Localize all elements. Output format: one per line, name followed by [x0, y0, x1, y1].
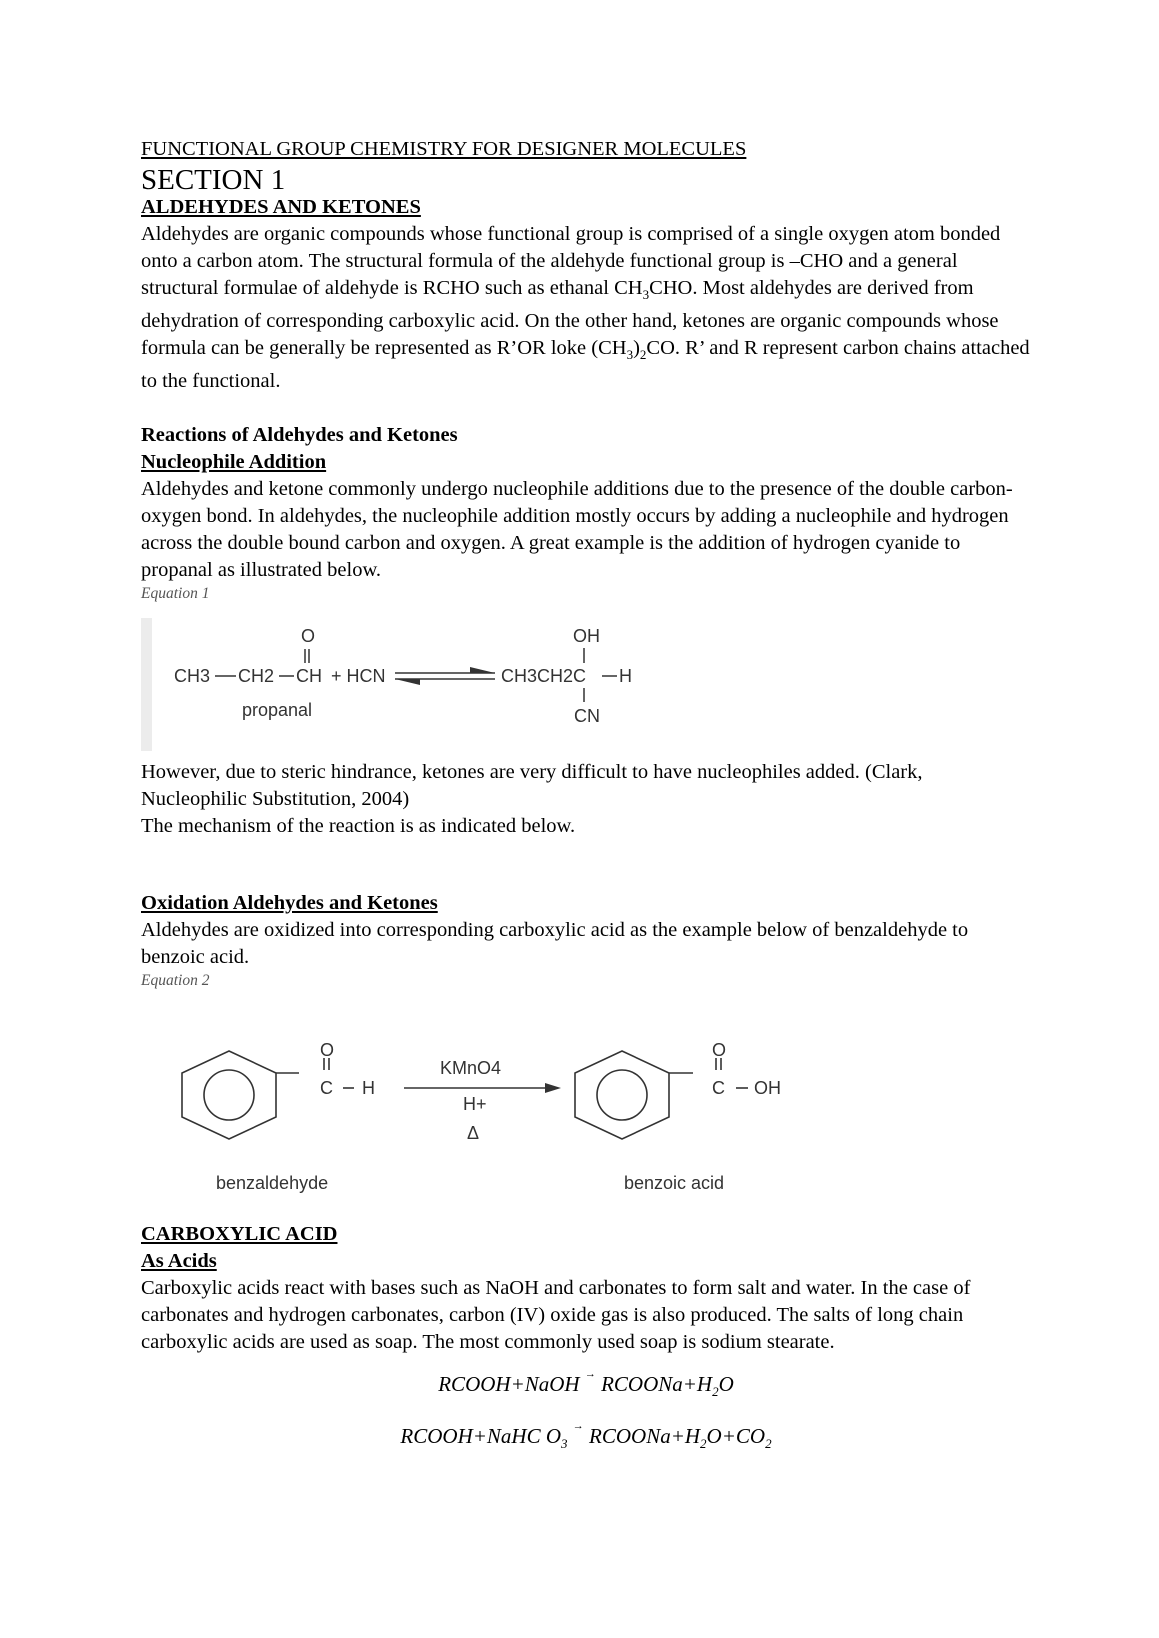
- propanal-label: propanal: [242, 700, 313, 721]
- aldehydes-heading: ALDEHYDES AND KETONES: [141, 196, 421, 218]
- document-title: FUNCTIONAL GROUP CHEMISTRY FOR DESIGNER MOLECULES: [141, 138, 747, 160]
- propanal-hcn-diagram: [152, 618, 672, 751]
- plus-hcn-label: + HCN: [331, 666, 386, 687]
- heat-symbol: Δ: [467, 1123, 480, 1144]
- benzaldehyde-oxygen-label: O: [320, 1040, 335, 1061]
- carboxylic-paragraph: Carboxylic acids react with bases such as NaOH and carbonates to form salt and water. In the case of carbonates and hydrogen carbonates, carbon (IV) oxide gas is also produced. The salts of long chain carboxylic acids are used as soap. The most commonly used soap is sodium stearate.: [141, 1277, 971, 1354]
- mechanism-paragraph: The mechanism of the reaction is as indicated below.: [141, 815, 576, 838]
- benzaldehyde-label: benzaldehyde: [216, 1173, 329, 1194]
- document-page: [141, 136, 1031, 1467]
- carboxylic-heading: CARBOXYLIC ACID: [141, 1223, 338, 1246]
- as-acids-subheading: As Acids: [141, 1250, 217, 1273]
- benzaldehyde-carbon-label: C: [320, 1078, 333, 1099]
- equation-2-caption: Equation 2: [141, 972, 210, 990]
- nitrile-label: CN: [574, 706, 600, 727]
- product-h-label: H: [619, 666, 632, 687]
- ch2-label: CH2: [238, 666, 275, 687]
- nucleophile-subheading: Nucleophile Addition: [141, 451, 327, 474]
- reactions-heading: Reactions of Aldehydes and Ketones: [141, 424, 458, 447]
- carbonyl-oxygen-label: O: [301, 626, 316, 647]
- equation-naoh: RCOOH+NaOH → $RCOONa+H_2O$: [438, 1368, 734, 1400]
- equation-nahco3: RCOOH+NaHC $O_3$ → $RCOONa+H_2O+CO_2$: [400, 1420, 772, 1452]
- equation-1-caption: Equation 1: [141, 585, 210, 603]
- steric-hindrance-paragraph: However, due to steric hindrance, ketones are very difficult to have nucleophiles added. (Clark, Nucleophilic Substitution, 2004): [141, 761, 923, 811]
- oxidation-paragraph: Aldehydes are oxidized into corresponding carboxylic acid as the example below of benzaldehyde to benzoic acid.: [141, 919, 969, 969]
- acid-catalyst-label: H+: [463, 1094, 487, 1115]
- benzaldehyde-oxidation-diagram: [171, 1011, 851, 1211]
- benzaldehyde-h-label: H: [362, 1078, 375, 1099]
- benzaldehyde-oxidation-figure: [171, 1011, 851, 1211]
- benzoic-acid-label: benzoic acid: [624, 1173, 725, 1194]
- ch3-label: CH3: [174, 666, 211, 687]
- nucleophile-paragraph: Aldehydes and ketone commonly undergo nucleophile additions due to the presence of the double carbon-oxygen bond. In aldehydes, the nucleophile addition mostly occurs by adding a nucleophile and hydrogen across the double bound carbon and oxygen. A great example is the addition of hydrogen cyanide to propanal as illustrated below.: [141, 478, 1013, 582]
- benzoic-hydroxyl-label: OH: [754, 1078, 781, 1099]
- ch-label: CH: [296, 666, 322, 687]
- section-heading: SECTION 1: [141, 164, 286, 196]
- hydroxyl-label: OH: [573, 626, 600, 647]
- aldehydes-paragraph: Aldehydes are organic compounds whose functional group is comprised of a single oxygen atom bonded onto a carbon atom. The structural formula of the aldehyde functional group is –CHO and a general structural formulae of aldehyde is RCHO such as ethanal $CH_3CHO$. Most aldehydes are derived from dehydration of corresponding carboxylic acid. On the other hand, ketones are organic compounds whose formula can be generally be represented as R’OR loke $(CH_3)_2CO$. R’ and R represent carbon chains attached to the functional.: [141, 223, 1030, 393]
- propanal-hcn-figure: [141, 618, 672, 751]
- kmno4-label: KMnO4: [440, 1058, 502, 1079]
- oxidation-heading: Oxidation Aldehydes and Ketones: [141, 892, 438, 915]
- benzoic-carbon-label: C: [712, 1078, 725, 1099]
- product-label: CH3CH2C: [501, 666, 587, 687]
- benzoic-oxygen-label: O: [712, 1040, 727, 1061]
